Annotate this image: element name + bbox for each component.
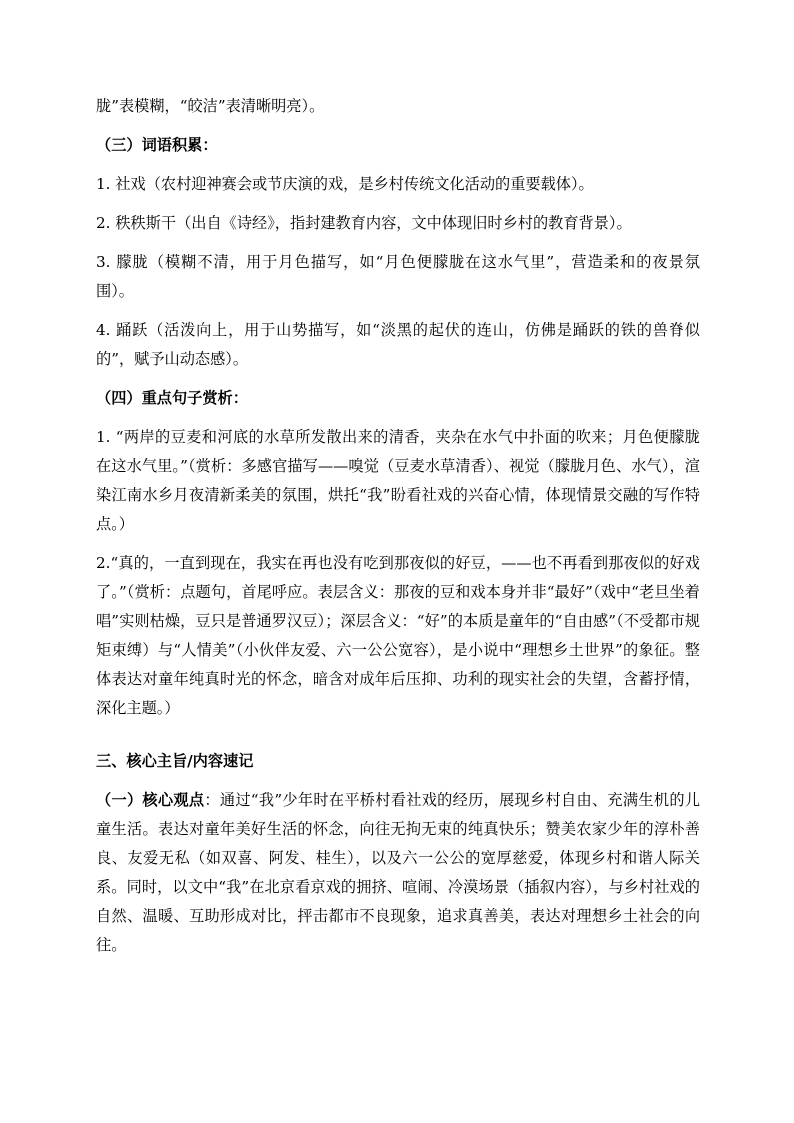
section-heading-core: 三、核心主旨/内容速记 (96, 752, 254, 770)
vocab-item-1: 1. 社戏（农村迎神赛会或节庆演的戏，是乡村传统文化活动的重要载体）。 (96, 175, 594, 193)
core-viewpoint-label: （一）核心观点 (96, 791, 205, 809)
core-viewpoint-text: ：通过“我”少年时在平桥村看社戏的经历，展现乡村自由、充满生机的儿童生活。表达对童年美好生活的怀念，向往无拘无束的纯真快乐；赞美农家少年的淳朴善良、友爱无私（如双喜、阿发、桂生），以及六一公公的宽厚慈爱，体现乡村和谐人际关系。同时，以文中“我”在北京看京戏的拥挤、喧闹、冷漠场景（插叙内容），与乡村社戏的自然、温暖、互助形成对比，抨击都市不良现象，追求真善美，表达对理想乡土社会的向往。 (96, 791, 701, 954)
vocab-item-4: 4. 踊跃（活泼向上，用于山势描写，如“淡黑的起伏的连山，仿佛是踊跃的铁的兽脊似的”，赋予山动态感）。 (96, 321, 700, 368)
sentence-analysis-1: 1. “两岸的豆麦和河底的水草所发散出来的清香，夹杂在水气中扑面的吹来；月色便朦胧在这水气里。”（赏析：多感官描写——嗅觉（豆麦水草清香）、视觉（朦胧月色、水气），渲染江南水乡月夜清新柔美的氛围，烘托“我”盼看社戏的兴奋心情，体现情景交融的写作特点。） (96, 428, 700, 533)
continuation-line: 胧”表模糊，“皎洁”表清晰明亮）。 (96, 97, 325, 115)
document-body (96, 92, 700, 960)
section-heading-vocabulary: （三）词语积累： (96, 136, 218, 154)
sentence-analysis-2: 2.“真的，一直到现在，我实在再也没有吃到那夜似的好豆，——也不再看到那夜似的好戏了。”（赏析：点题句，首尾呼应。表层含义：那夜的豆和戏本身并非“最好”（戏中“老旦坐着唱”实则枯燥，豆只是普通罗汉豆）；深层含义：“好”的本质是童年的“自由感”（不受都市规矩束缚）与“人情美”（小伙伴友爱、六一公公宽容），是小说中“理想乡土世界”的象征。整体表达对童年纯真时光的怀念，暗含对成年后压抑、功利的现实社会的失望，含蓄抒情，深化主题。） (96, 554, 700, 717)
core-viewpoint-paragraph (96, 786, 700, 960)
vocab-item-3: 3. 朦胧（模糊不清，用于月色描写，如“月色便朦胧在这水气里”，营造柔和的夜景氛围）。 (96, 253, 700, 300)
vocab-item-2: 2. 秩秩斯干（出自《诗经》，指封建教育内容，文中体现旧时乡村的教育背景）。 (96, 214, 632, 232)
section-heading-sentences: （四）重点句子赏析： (96, 389, 248, 407)
